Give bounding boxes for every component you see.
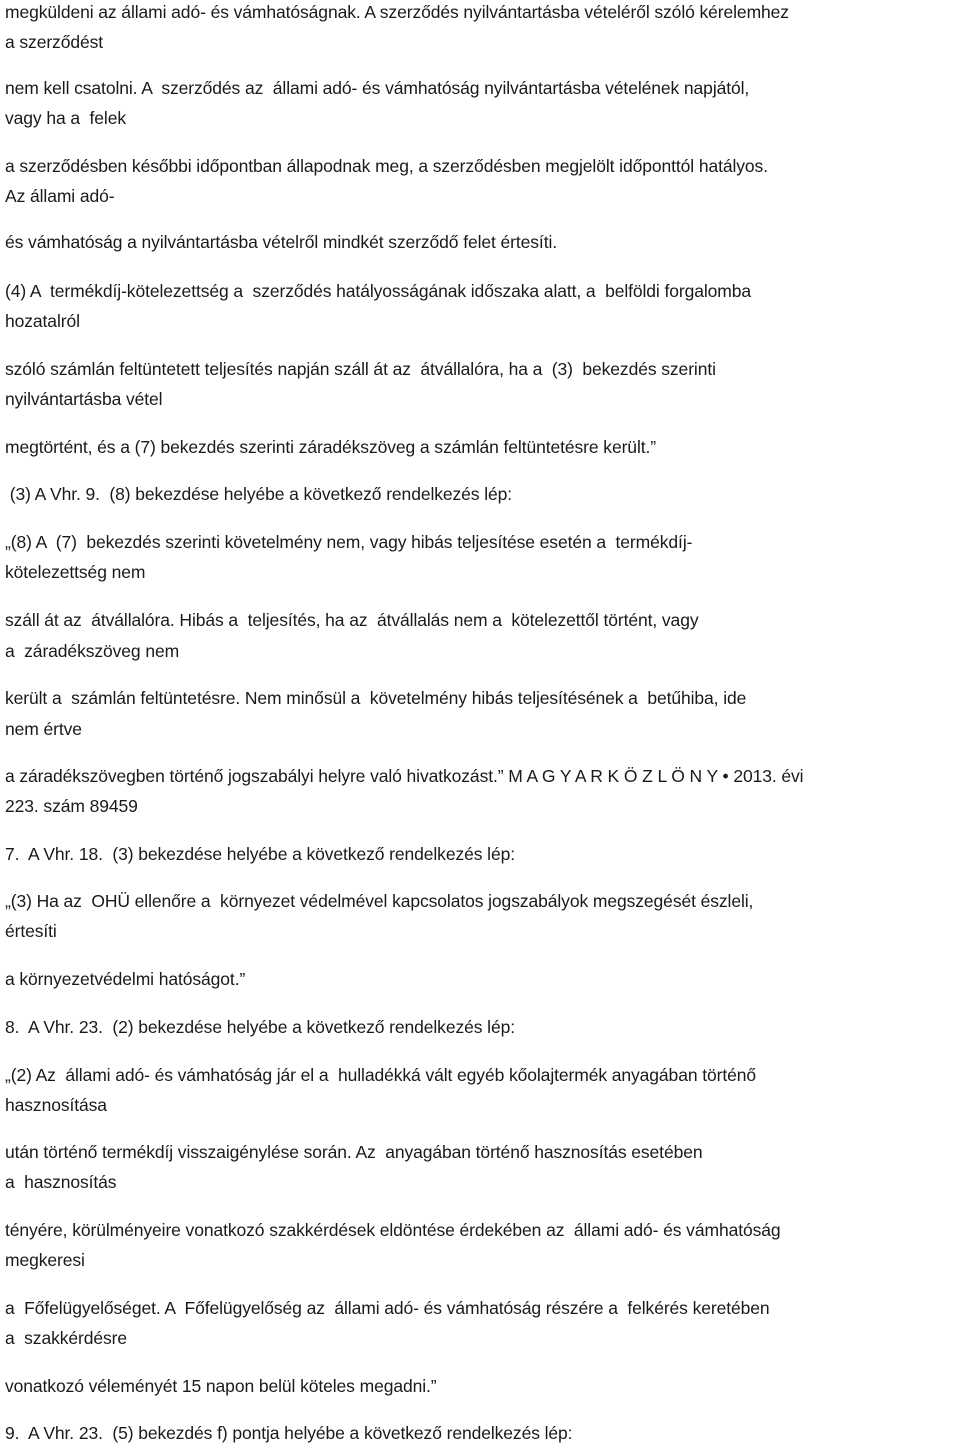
text-line: Az állami adó- (5, 186, 115, 206)
text-line: a hasznosítás (5, 1172, 117, 1192)
text-line: kötelezettség nem (5, 562, 146, 582)
text-line: vagy ha a felek (5, 108, 126, 128)
text-line: (3) A Vhr. 9. (8) bekezdése helyébe a következő rendelkezés lép: (5, 484, 513, 504)
text-line: megküldeni az állami adó- és vámhatóságnak. A szerződés nyilvántartásba vételéről szóló kérelemhez (5, 2, 789, 22)
text-line: vonatkozó véleményét 15 napon belül köteles megadni.” (5, 1376, 437, 1396)
text-line: szóló számlán feltüntetett teljesítés napján száll át az átvállalóra, ha a (3) bekezdés szerinti (5, 359, 716, 379)
text-line: a szerződést (5, 32, 104, 52)
text-line: került a számlán feltüntetésre. Nem minősül a követelmény hibás teljesítésének a betűhiba, ide (5, 688, 747, 708)
text-line: 7. A Vhr. 18. (3) bekezdése helyébe a következő rendelkezés lép: (5, 844, 515, 864)
text-line: „(8) A (7) bekezdés szerinti követelmény nem, vagy hibás teljesítése esetén a termékdíj- (5, 532, 693, 552)
text-line: után történő termékdíj visszaigénylése során. Az anyagában történő hasznosítás esetében (5, 1142, 703, 1162)
text-line: 8. A Vhr. 23. (2) bekezdése helyébe a következő rendelkezés lép: (5, 1017, 515, 1037)
text-line: megkeresi (5, 1250, 85, 1270)
text-line: hozatalról (5, 311, 80, 331)
text-line: (4) A termékdíj-kötelezettség a szerződés hatályosságának időszaka alatt, a belföldi forgalomba (5, 281, 752, 301)
text-line: nem kell csatolni. A szerződés az állami adó- és vámhatóság nyilvántartásba vételének napjától, (5, 78, 750, 98)
text-line: 223. szám 89459 (5, 796, 138, 816)
text-line: a Főfelügyelőséget. A Főfelügyelőség az állami adó- és vámhatóság részére a felkérés keretében (5, 1298, 770, 1318)
text-line: és vámhatóság a nyilvántartásba vételről mindkét szerződő felet értesíti. (5, 232, 558, 252)
text-line: megtörtént, és a (7) bekezdés szerinti záradékszöveg a számlán feltüntetésre került.” (5, 437, 656, 457)
text-line: nem értve (5, 719, 82, 739)
text-line: hasznosítása (5, 1095, 107, 1115)
text-line: „(3) Ha az OHÜ ellenőre a környezet védelmével kapcsolatos jogszabályok megszegését észleli, (5, 891, 754, 911)
text-line: száll át az átvállalóra. Hibás a teljesítés, ha az átvállalás nem a kötelezettől történt, vagy (5, 610, 699, 630)
text-line: nyilvántartásba vétel (5, 389, 163, 409)
text-line: tényére, körülményeire vonatkozó szakkérdések eldöntése érdekében az állami adó- és vámhatóság (5, 1220, 781, 1240)
text-line: a záradékszöveg nem (5, 641, 180, 661)
text-line: értesíti (5, 921, 57, 941)
text-line: a szakkérdésre (5, 1328, 128, 1348)
text-line: a környezetvédelmi hatóságot.” (5, 969, 246, 989)
text-line: 9. A Vhr. 23. (5) bekezdés f) pontja helyébe a következő rendelkezés lép: (5, 1423, 573, 1443)
text-line: „(2) Az állami adó- és vámhatóság jár el a hulladékká vált egyéb kőolajtermék anyagában történő (5, 1065, 757, 1085)
text-line: a záradékszövegben történő jogszabályi helyre való hivatkozást.” M A G Y A R K Ö Z L Ö N Y • 2013. évi (5, 766, 804, 786)
text-line: a szerződésben későbbi időpontban állapodnak meg, a szerződésben megjelölt időponttól hatályos. (5, 156, 768, 176)
